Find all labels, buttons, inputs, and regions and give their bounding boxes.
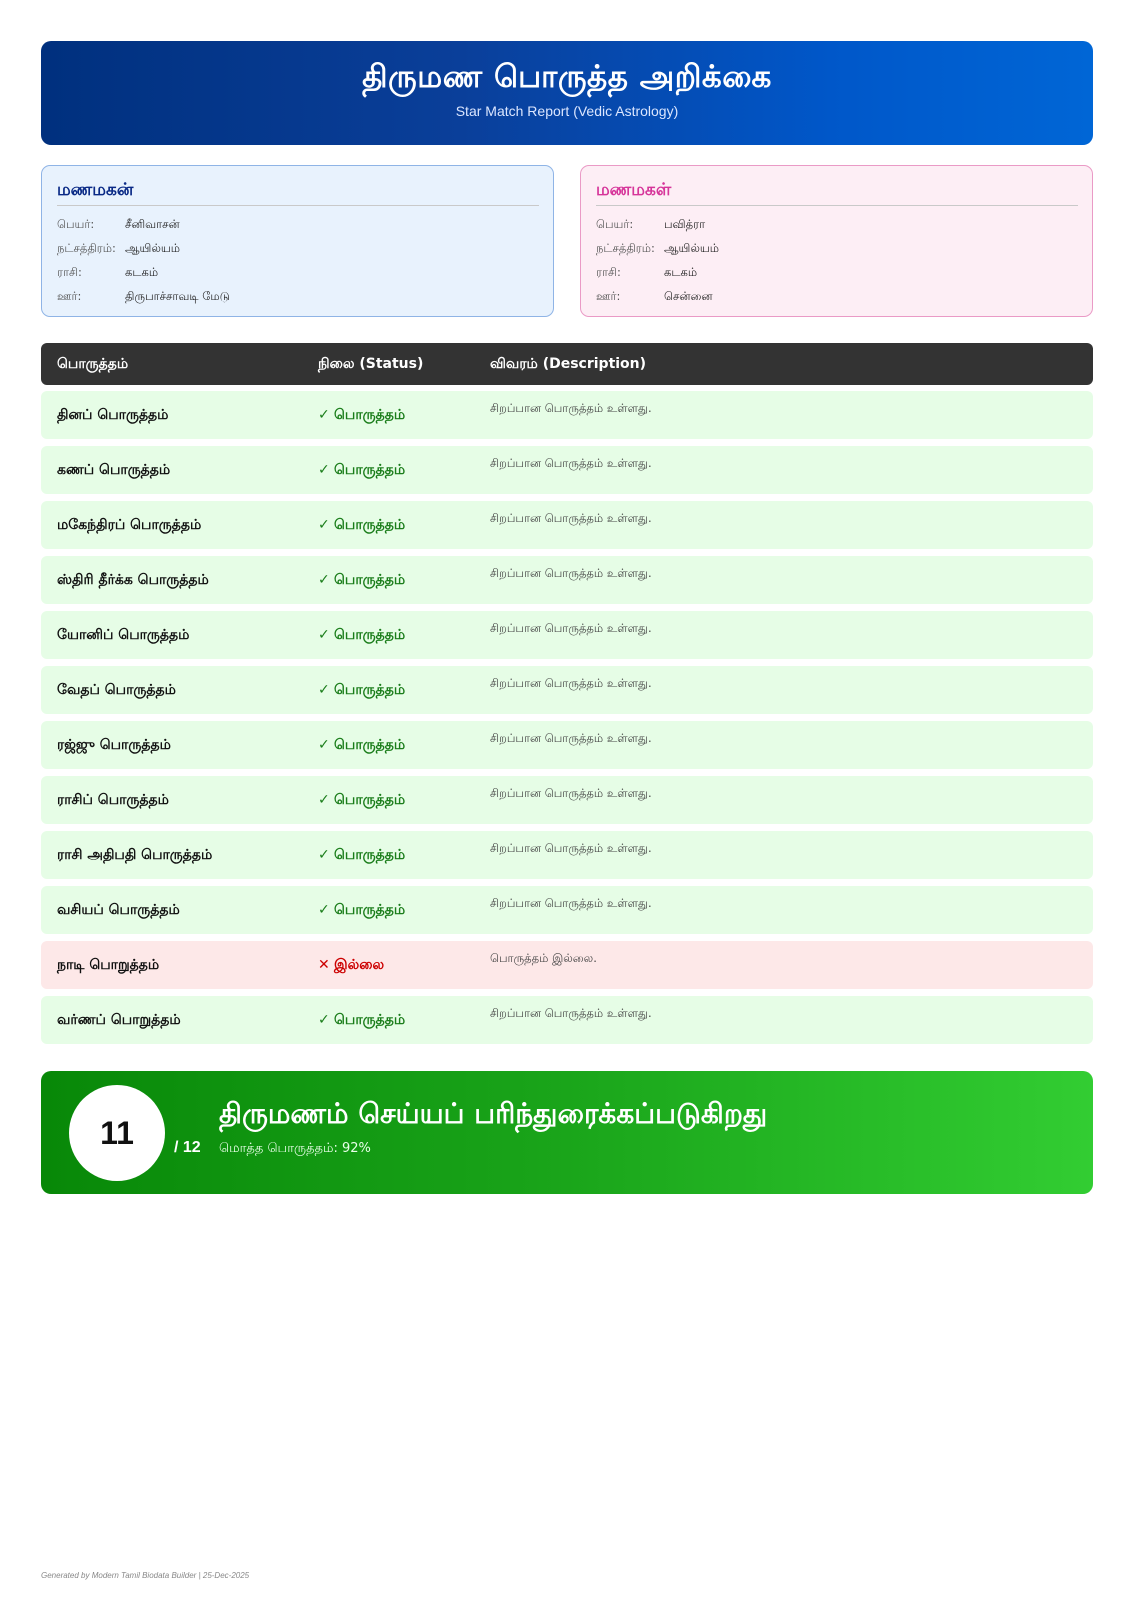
score-circle: 11 xyxy=(69,1085,165,1181)
match-status-label: பொருத்தம் xyxy=(334,407,406,423)
match-description: சிறப்பான பொருத்தம் உள்ளது. xyxy=(490,841,652,855)
check-icon: ✓ xyxy=(318,1012,330,1028)
footer-text: Generated by Modern Tamil Biodata Builder | 25-Dec-2025 xyxy=(41,1571,250,1580)
report-header xyxy=(41,41,1093,145)
match-status xyxy=(318,666,405,714)
match-status xyxy=(318,776,405,824)
match-name: ஸ்திரி தீர்க்க பொருத்தம் xyxy=(57,572,209,588)
groom-rasi-row xyxy=(57,260,539,284)
field-label: பெயர்: xyxy=(57,217,95,231)
match-status xyxy=(318,831,405,879)
match-table-body xyxy=(41,391,1093,1051)
check-icon: ✓ xyxy=(318,407,330,423)
match-name: யோனிப் பொருத்தம் xyxy=(57,627,190,643)
match-status-label: பொருத்தம் xyxy=(334,682,406,698)
match-description: சிறப்பான பொருத்தம் உள்ளது. xyxy=(490,401,652,415)
check-icon: ✓ xyxy=(318,847,330,863)
field-label: ராசி: xyxy=(596,265,621,279)
check-icon: ✓ xyxy=(318,737,330,753)
match-table-header xyxy=(41,343,1093,385)
table-row xyxy=(41,666,1093,714)
match-status-label: பொருத்தம் xyxy=(334,902,406,918)
field-label: ஊர்: xyxy=(57,289,82,303)
match-status xyxy=(318,556,405,604)
match-status-label: பொருத்தம் xyxy=(334,737,406,753)
field-label: பெயர்: xyxy=(596,217,634,231)
bride-rasi-value: கடகம் xyxy=(664,265,698,279)
match-name: ரஜ்ஜு பொருத்தம் xyxy=(57,737,171,753)
match-description: சிறப்பான பொருத்தம் உள்ளது. xyxy=(490,896,652,910)
match-status-label: பொருத்தம் xyxy=(334,627,406,643)
table-row xyxy=(41,501,1093,549)
bride-name-row xyxy=(596,212,1078,236)
field-label: நட்சத்திரம்: xyxy=(596,241,655,255)
match-name: தினப் பொருத்தம் xyxy=(57,407,169,423)
match-status xyxy=(318,886,405,934)
bride-card xyxy=(580,165,1093,317)
check-icon: ✓ xyxy=(318,682,330,698)
match-status-label: பொருத்தம் xyxy=(334,517,406,533)
match-name: வேதப் பொருத்தம் xyxy=(57,682,176,698)
match-name: வசியப் பொருத்தம் xyxy=(57,902,180,918)
match-name: நாடி பொறுத்தம் xyxy=(57,957,160,973)
table-row xyxy=(41,721,1093,769)
table-row xyxy=(41,446,1093,494)
result-banner xyxy=(41,1071,1093,1194)
match-description: பொருத்தம் இல்லை. xyxy=(490,951,597,965)
bride-place-row xyxy=(596,284,1078,308)
overall-match-percentage: மொத்த பொருத்தம்: 92% xyxy=(219,1141,371,1156)
bride-star-row xyxy=(596,236,1078,260)
match-name: ராசிப் பொருத்தம் xyxy=(57,792,169,808)
match-status-label: பொருத்தம் xyxy=(334,572,406,588)
match-description: சிறப்பான பொருத்தம் உள்ளது. xyxy=(490,676,652,690)
match-status xyxy=(318,501,405,549)
field-label: ஊர்: xyxy=(596,289,621,303)
check-icon: ✓ xyxy=(318,572,330,588)
bride-place-value: சென்னை xyxy=(664,289,713,303)
match-status xyxy=(318,391,405,439)
match-name: வர்ணப் பொறுத்தம் xyxy=(57,1012,181,1028)
groom-name-row xyxy=(57,212,539,236)
match-description: சிறப்பான பொருத்தம் உள்ளது. xyxy=(490,511,652,525)
match-description: சிறப்பான பொருத்தம் உள்ளது. xyxy=(490,1006,652,1020)
groom-name-value: சீனிவாசன் xyxy=(125,217,180,231)
match-status-label: பொருத்தம் xyxy=(334,792,406,808)
table-row xyxy=(41,996,1093,1044)
check-icon: ✓ xyxy=(318,462,330,478)
check-icon: ✓ xyxy=(318,902,330,918)
check-icon: ✓ xyxy=(318,517,330,533)
score-total: / 12 xyxy=(174,1139,201,1156)
match-description: சிறப்பான பொருத்தம் உள்ளது. xyxy=(490,621,652,635)
match-status xyxy=(318,941,384,989)
bride-star-value: ஆயில்யம் xyxy=(664,241,720,255)
recommendation-title: திருமணம் செய்யப் பரிந்துரைக்கப்படுகிறது xyxy=(219,1097,768,1130)
match-status xyxy=(318,996,405,1044)
match-status xyxy=(318,446,405,494)
match-status-label: பொருத்தம் xyxy=(334,1012,406,1028)
table-row xyxy=(41,391,1093,439)
match-description: சிறப்பான பொருத்தம் உள்ளது. xyxy=(490,566,652,580)
field-label: ராசி: xyxy=(57,265,82,279)
groom-place-row xyxy=(57,284,539,308)
match-description: சிறப்பான பொருத்தம் உள்ளது. xyxy=(490,786,652,800)
match-name: ராசி அதிபதி பொருத்தம் xyxy=(57,847,213,863)
match-status-label: இல்லை xyxy=(334,957,385,973)
column-header-status: நிலை (Status) xyxy=(318,356,424,372)
match-description: சிறப்பான பொருத்தம் உள்ளது. xyxy=(490,731,652,745)
table-row xyxy=(41,886,1093,934)
table-row xyxy=(41,611,1093,659)
table-row xyxy=(41,941,1093,989)
check-icon: ✓ xyxy=(318,627,330,643)
match-description: சிறப்பான பொருத்தம் உள்ளது. xyxy=(490,456,652,470)
cross-icon: ✕ xyxy=(318,957,330,973)
groom-card-title: மணமகன் xyxy=(57,180,539,206)
table-row xyxy=(41,831,1093,879)
bride-card-title: மணமகள் xyxy=(596,180,1078,206)
report-title: திருமண பொருத்த அறிக்கை xyxy=(362,59,772,95)
groom-rasi-value: கடகம் xyxy=(125,265,159,279)
bride-name-value: பவித்ரா xyxy=(664,217,706,231)
bride-rasi-row xyxy=(596,260,1078,284)
match-name: மகேந்திரப் பொருத்தம் xyxy=(57,517,202,533)
report-subtitle: Star Match Report (Vedic Astrology) xyxy=(455,103,679,119)
match-status xyxy=(318,721,405,769)
groom-star-value: ஆயில்யம் xyxy=(125,241,181,255)
column-header-match: பொருத்தம் xyxy=(57,356,129,372)
groom-star-row xyxy=(57,236,539,260)
match-status xyxy=(318,611,405,659)
table-row xyxy=(41,556,1093,604)
groom-place-value: திருபாச்சாவடி மேடு xyxy=(125,289,230,303)
field-label: நட்சத்திரம்: xyxy=(57,241,116,255)
match-status-label: பொருத்தம் xyxy=(334,462,406,478)
match-name: கணப் பொருத்தம் xyxy=(57,462,171,478)
column-header-description: விவரம் (Description) xyxy=(490,356,647,372)
groom-card xyxy=(41,165,554,317)
check-icon: ✓ xyxy=(318,792,330,808)
match-status-label: பொருத்தம் xyxy=(334,847,406,863)
table-row xyxy=(41,776,1093,824)
